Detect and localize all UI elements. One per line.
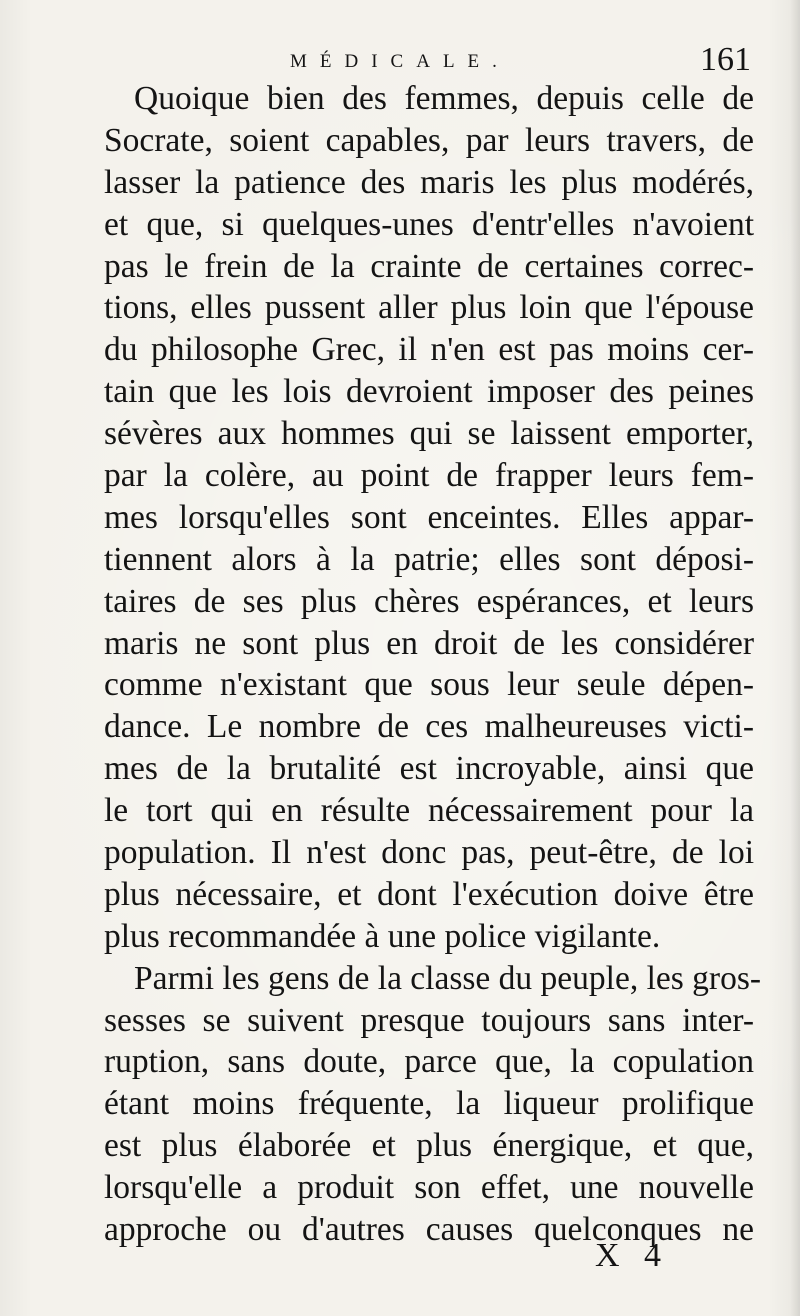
running-title: MÉDICALE. <box>290 51 510 72</box>
paragraph-1 <box>104 78 754 958</box>
page-number: 161 <box>700 41 751 78</box>
text-line: tain que les lois devroient imposer des peines <box>104 373 754 411</box>
text-line: comme n'existant que sous leur seule dépen- <box>104 666 754 704</box>
paragraph-2 <box>104 958 762 1251</box>
text-line: lasser la patience des maris les plus modérés, <box>104 163 754 201</box>
text-line: taires de ses plus chères espérances, et leurs <box>104 582 754 620</box>
text-line: maris ne sont plus en droit de les considérer <box>104 624 754 662</box>
text-line: plus nécessaire, et dont l'exécution doive être <box>104 875 754 913</box>
text-line: mes de la brutalité est incroyable, ainsi que <box>104 750 754 788</box>
text-line: pas le frein de la crainte de certaines correc- <box>104 247 754 285</box>
text-line: et que, si quelques-unes d'entr'elles n'avoient <box>104 205 754 243</box>
text-line: sesses se suivent presque toujours sans inter- <box>104 1001 754 1039</box>
text-line: lorsqu'elle a produit son effet, une nouvelle <box>104 1169 754 1207</box>
text-line: mes lorsqu'elles sont enceintes. Elles appar- <box>104 498 754 536</box>
text-line: ruption, sans doute, parce que, la copulation <box>104 1043 754 1081</box>
text-line: le tort qui en résulte nécessairement pour la <box>104 792 754 830</box>
text-line: sévères aux hommes qui se laissent emporter, <box>104 415 754 453</box>
text-line: Parmi les gens de la classe du peuple, les gros- <box>134 959 762 997</box>
text-line: étant moins fréquente, la liqueur prolifique <box>104 1085 754 1123</box>
text-line: approche ou d'autres causes quelconques ne <box>104 1211 754 1249</box>
text-line: population. Il n'est donc pas, peut-être, de loi <box>104 834 754 872</box>
signature-mark: X 4 <box>595 1237 670 1274</box>
text-line: Quoique bien des femmes, depuis celle de <box>134 80 754 117</box>
text-line: plus recommandée à une police vigilante. <box>104 917 661 955</box>
body-text <box>104 78 762 1251</box>
text-line: du philosophe Grec, il n'en est pas moins cer- <box>104 331 754 369</box>
text-line: est plus élaborée et plus énergique, et que, <box>104 1127 754 1165</box>
page-edge-shadow <box>790 0 800 1316</box>
text-line: dance. Le nombre de ces malheureuses victi- <box>104 708 754 746</box>
text-line: par la colère, au point de frapper leurs fem- <box>104 457 754 495</box>
text-line: tiennent alors à la patrie; elles sont déposi- <box>104 540 754 578</box>
text-line: tions, elles pussent aller plus loin que l'épouse <box>104 289 754 327</box>
text-line: Socrate, soient capables, par leurs travers, de <box>104 121 754 159</box>
